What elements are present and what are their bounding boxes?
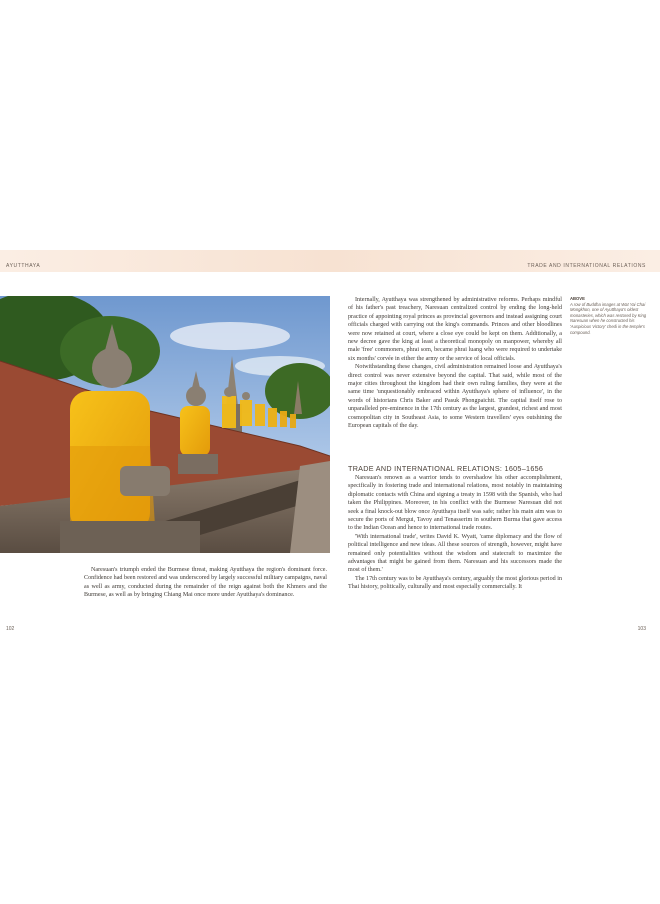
caption-title: ABOVE <box>570 296 585 301</box>
running-head-right: TRADE AND INTERNATIONAL RELATIONS <box>527 263 646 269</box>
buddha-row-photo <box>0 296 330 553</box>
photo-caption <box>570 296 652 335</box>
section-heading: TRADE AND INTERNATIONAL RELATIONS: 1605–1656 <box>348 464 544 473</box>
left-column <box>84 566 327 600</box>
running-head-left: AYUTTHAYA <box>6 263 41 269</box>
right-paragraph-2: Notwithstanding these changes, civil administration remained loose and Ayutthaya's direct control was never extensive beyond the capital. That said, while most of the major cities throughout the kingdom had their own ruling families, they were at the same time 'unquestionably embraced within Ayutthaya's sphere of influence', in the words of historians Chris Baker and Pasuk Phongpaichit. The capital itself rose to unparalleled pre-eminence in the 17th century as the largest, grandest, richest and most cosmopolitan city in Southeast Asia, to some Western travellers' eyes outshining the European capitals of the day. <box>348 364 562 430</box>
left-paragraph-1: Naresuan's triumph ended the Burmese threat, making Ayutthaya the region's dominant force. Confidence had been restored and was underscored by largely successful military campaigns, naval as well as army, conducted during the remainder of the reign against both the Khmers and the Burmese, as well as by bringing Chiang Mai once more under Ayutthaya's dominance. <box>84 567 327 599</box>
right-column-top <box>348 296 562 431</box>
page-number-right: 103 <box>637 626 646 632</box>
right-paragraph-3: Naresuan's renown as a warrior tends to overshadow his other accomplishment, specifically in fostering trade and international relations, most notably in maintaining diplomatic contacts with China and signing a treaty in 1598 with the Spanish, who had taken the Philippines. Moreover, in his conflict with the Burmese Naresuan did not seek a final knock-out blow once Ayutthaya itself was safe; rather his main aim was to secure the ports of Mergui, Tavoy and Tenasserim in southern Burma that gave access to the Indian Ocean and hence to international trade routes. <box>348 475 562 532</box>
right-paragraph-5: The 17th century was to be Ayutthaya's century, arguably the most glorious period in Thai history, politically, culturally and most especially commercially. It <box>348 575 562 591</box>
caption-text: A row of Buddha images at Wat Yai Chai Mongkhon, one of Ayutthaya's oldest monasteries, which was restored by King Naresuan when he constructed his 'Auspicious Victory' chedi in the temple's compound. <box>570 301 647 335</box>
right-paragraph-1: Internally, Ayutthaya was strengthened by administrative reforms. Perhaps mindful of his father's past treachery, Naresuan centralized control by ending the long-held practice of appointing royal princes as provincial governors and instead assigning court officials charged with carrying out the king's commands. Princes and other bloodlines were now retained at court, where a close eye could be kept on them. Additionally, a new decree gave the king at least a theoretical monopoly on manpower, whereby all male 'free' commoners, phrai som, became phrai luang who were required to undertake six months' corvée in either the army or the service of local officials. <box>348 297 562 362</box>
right-column-bottom <box>348 474 562 592</box>
right-paragraph-4: 'With international trade', writes David K. Wyatt, 'came diplomacy and the flow of political intelligence and new ideas. All these sources of strength, however, might have remained only potentialities without the wisdom and statecraft to maximize the advantages that might be gained from them. Naresuan and his successors made the most of them.' <box>348 533 562 574</box>
page-number-left: 102 <box>6 626 15 632</box>
